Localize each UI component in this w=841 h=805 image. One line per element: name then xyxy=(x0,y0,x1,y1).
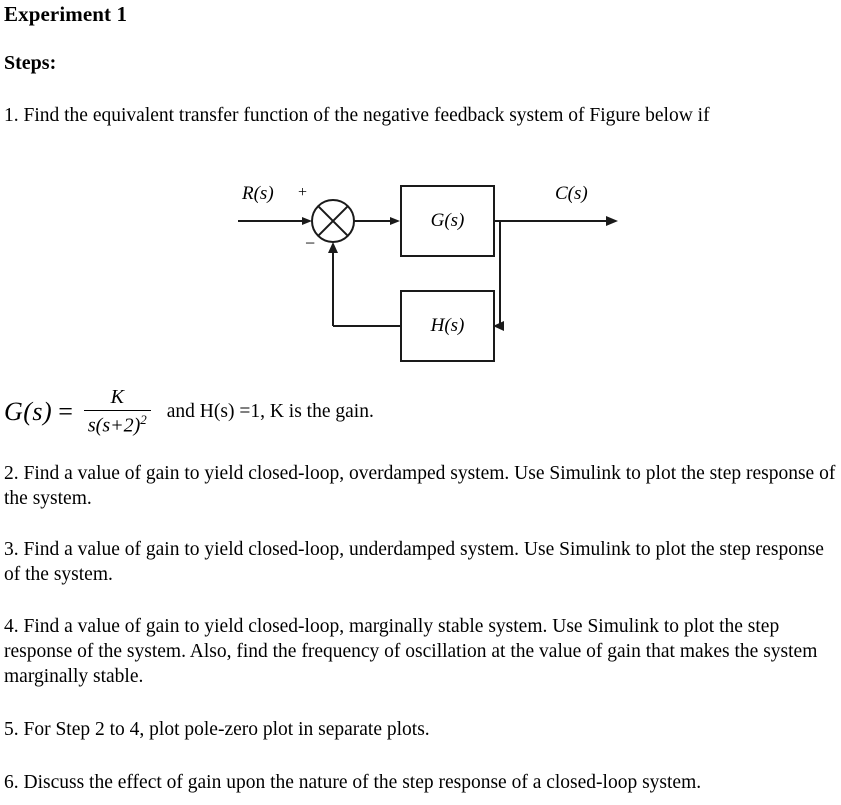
page-title: Experiment 1 xyxy=(4,2,128,26)
equation-lhs: G(s) xyxy=(4,397,53,426)
step-4-text: 4. Find a value of gain to yield closed-loop, marginally stable system. Use Simulink to plot the step response of the system. Also, find the frequency of oscillation at the value of gain that makes the system marginally stable. xyxy=(4,616,818,687)
equation-denominator-exponent: 2 xyxy=(140,412,147,428)
step-5-text: 5. For Step 2 to 4, plot pole-zero plot in separate plots. xyxy=(4,719,430,740)
feedback-path-block-label: H(s) xyxy=(430,315,465,336)
forward-path-block-label: G(s) xyxy=(430,210,465,231)
diagram-input-label: R(s) xyxy=(242,183,274,204)
block-diagram xyxy=(200,160,660,375)
diagram-output-label: C(s) xyxy=(555,183,588,204)
step-6-text: 6. Discuss the effect of gain upon the nature of the step response of a closed-loop system. xyxy=(4,772,702,793)
feedback-path-block xyxy=(400,290,495,362)
steps-heading: Steps: xyxy=(4,52,57,74)
equation-denominator xyxy=(84,411,151,438)
equation-tail-text: and H(s) =1, K is the gain. xyxy=(166,401,374,422)
equation-denominator-base: s(s+2) xyxy=(87,415,141,438)
transfer-function-equation xyxy=(4,382,374,442)
equation-equals-sign: = xyxy=(58,397,73,426)
forward-path-block xyxy=(400,185,495,257)
step-3-text: 3. Find a value of gain to yield closed-loop, underdamped system. Use Simulink to plot the step response of the system. xyxy=(4,539,824,585)
step-1-text: 1. Find the equivalent transfer function of the negative feedback system of Figure below if xyxy=(4,105,710,126)
summing-junction-minus-sign: − xyxy=(305,233,316,253)
equation-fraction xyxy=(84,386,151,438)
step-2-text: 2. Find a value of gain to yield closed-loop, overdamped system. Use Simulink to plot the step response of the system. xyxy=(4,463,836,509)
summing-junction-plus-sign: + xyxy=(298,184,308,201)
equation-numerator: K xyxy=(110,385,124,408)
